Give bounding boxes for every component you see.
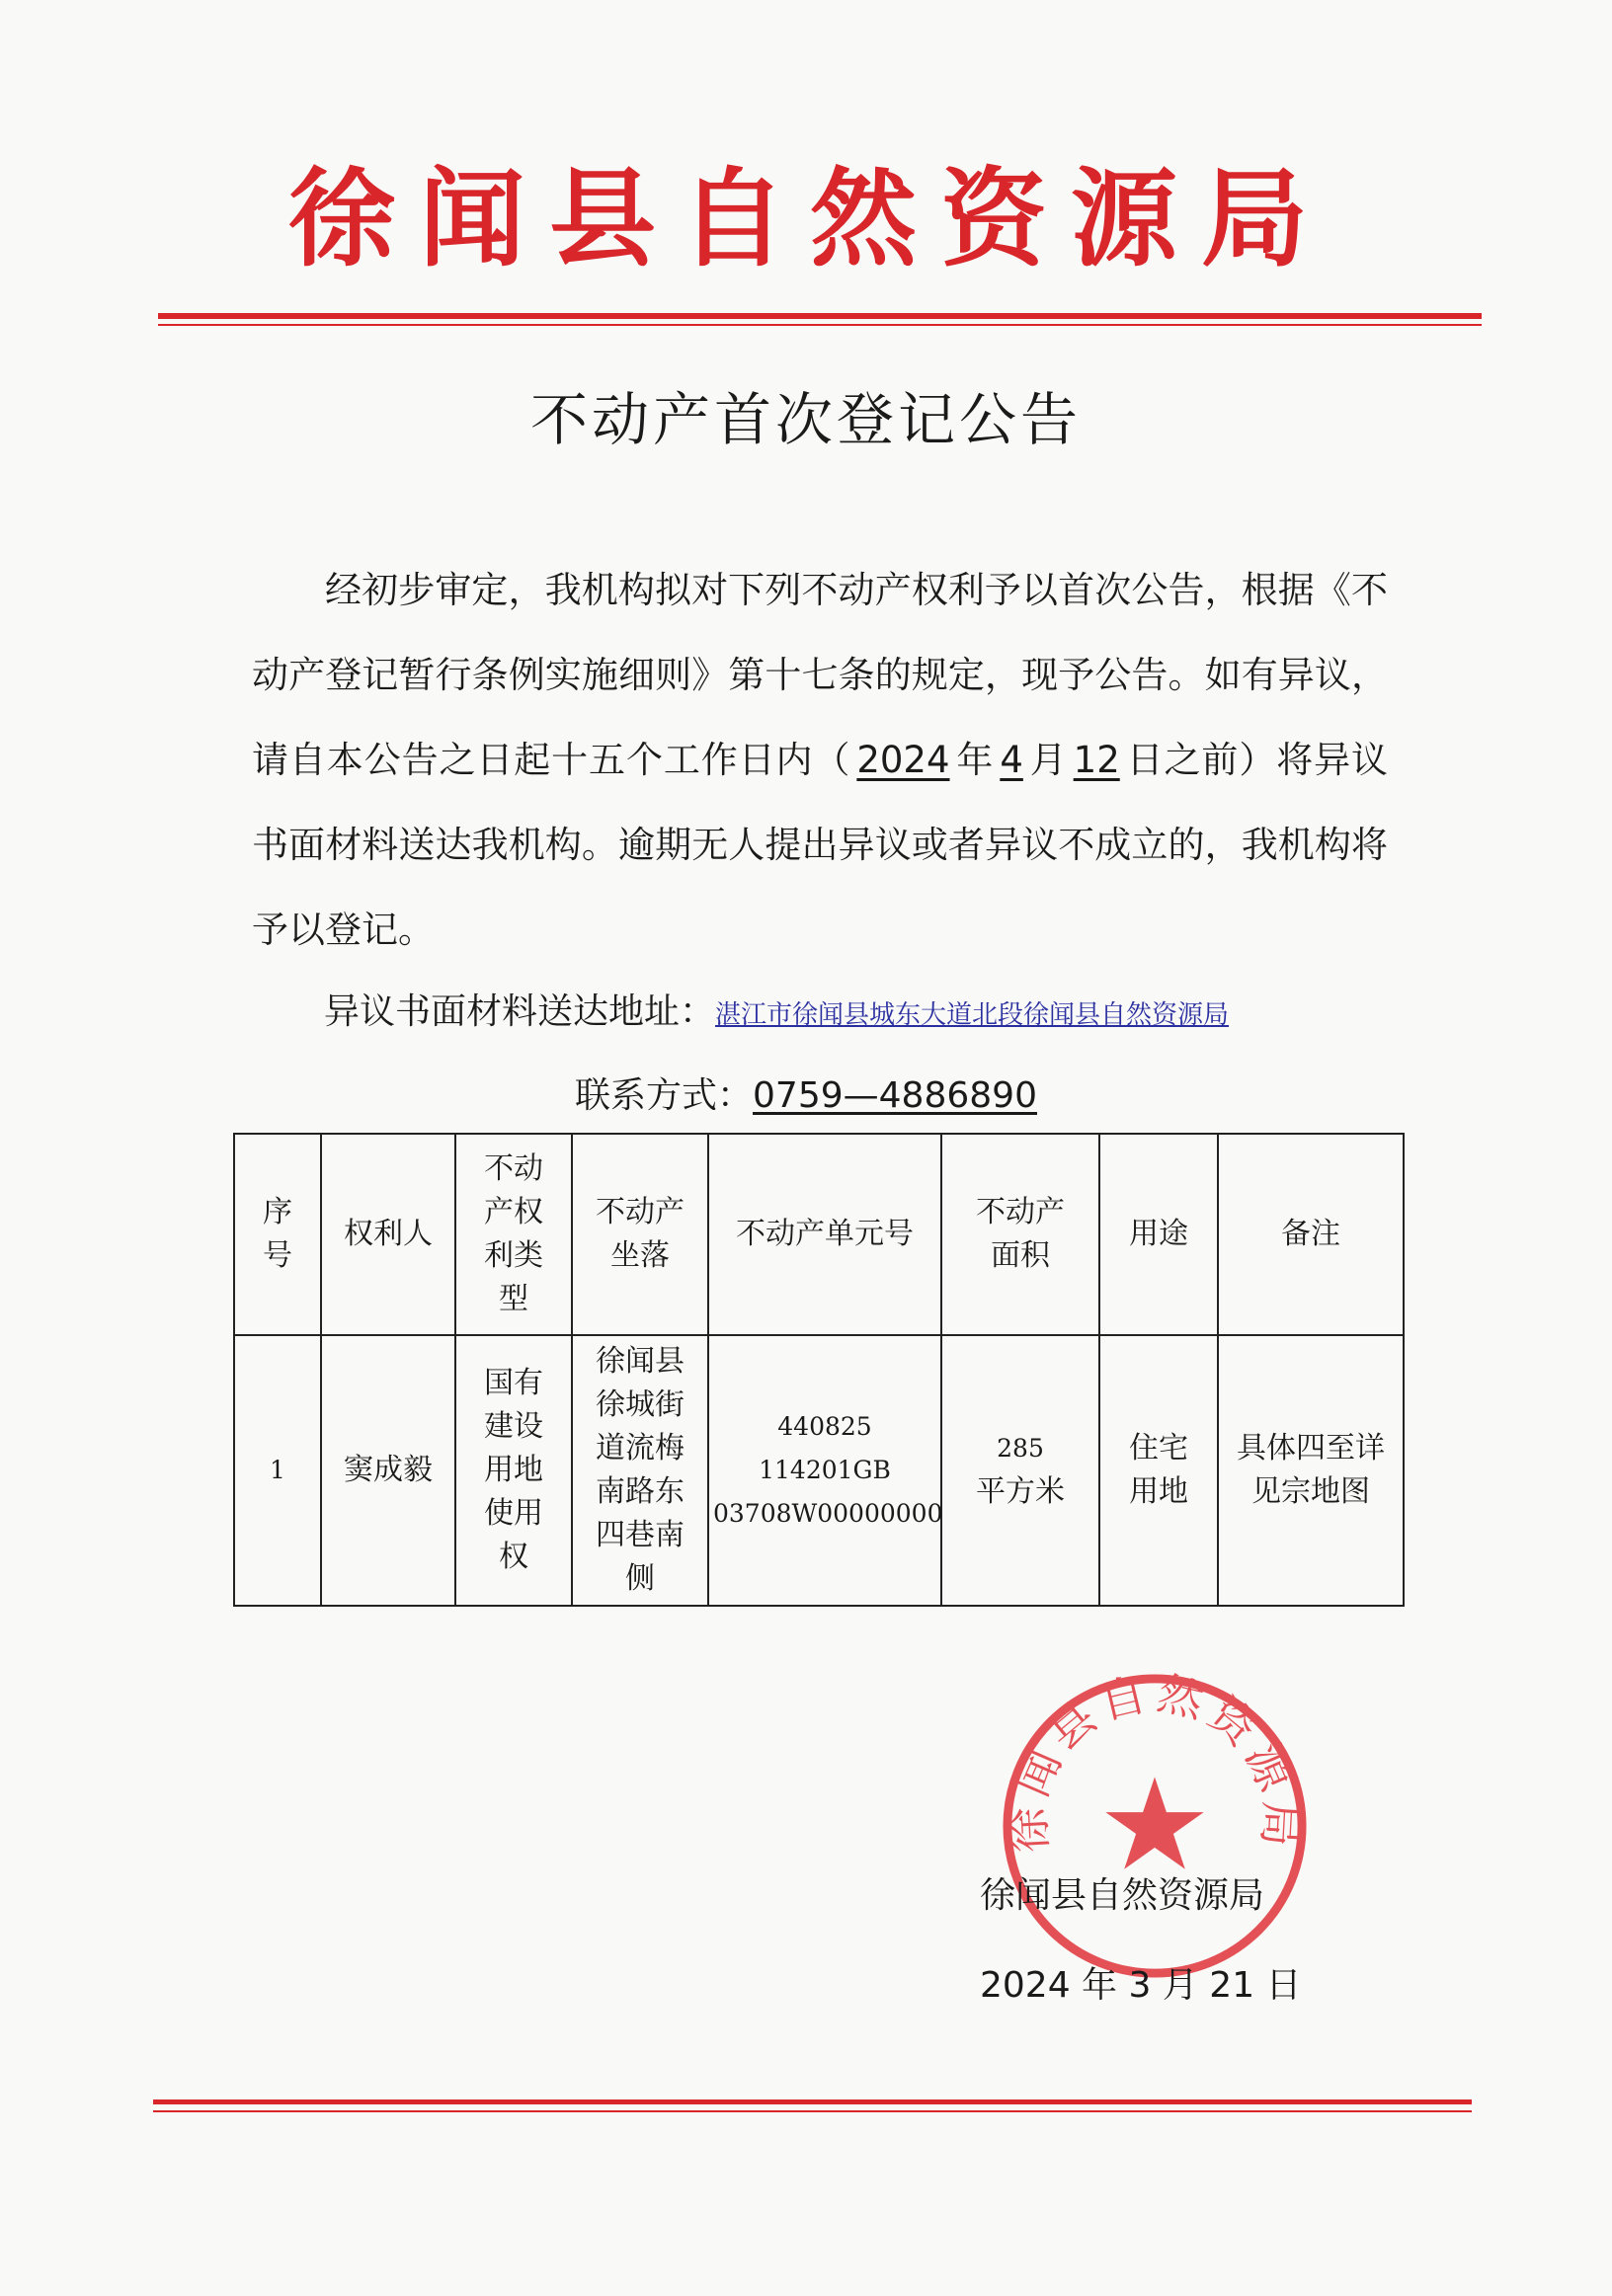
registration-table [233, 1133, 1405, 1607]
body-part-1: 经初步审定，我机构拟对下列不动产权利予以首次公告，根据《不动产登记暂行条例实施细则》第十七条的规定，现予公告。如有异议，请自本公告之日起十五个工作日内（ [252, 569, 1388, 781]
unit-no-line-2: 114201GB [759, 1456, 891, 1484]
header-right-type: 不动产权利类型 [455, 1134, 572, 1335]
table-header-row [234, 1134, 1404, 1335]
header-remark: 备注 [1218, 1134, 1404, 1335]
document-title: 不动产首次登记公告 [529, 386, 1082, 453]
area-unit: 平方米 [976, 1474, 1065, 1509]
seal-text: 徐闻县自然资源局 [1002, 1669, 1308, 1855]
cell-seq: 1 [234, 1335, 321, 1606]
unit-no-line-3: 03708W00000000 [713, 1499, 943, 1528]
area-value: 285 [997, 1434, 1044, 1463]
table-row [234, 1335, 1404, 1606]
signature-org: 徐闻县自然资源局 [980, 1875, 1265, 1916]
contact-label: 联系方式： [575, 1075, 754, 1116]
footer-red-rule-thin [153, 2110, 1472, 2112]
notice-paragraph [252, 548, 1388, 973]
address-label: 异议书面材料送达地址： [324, 991, 716, 1032]
official-seal [998, 1669, 1312, 1983]
contact-info [0, 1068, 1612, 1118]
header-location: 不动产坐落 [572, 1134, 708, 1335]
signature-date: 2024 年 3 月 21 日 [980, 1965, 1302, 2006]
deadline-year: 2024 [856, 739, 950, 781]
body-part-2: 日之前）将异议书面材料送达我机构。逾期无人提出异议或者异议不成立的，我机构将予以登记。 [252, 739, 1389, 951]
address-value: 湛江市徐闻县城东大道北段徐闻县自然资源局 [715, 1000, 1230, 1030]
header-usage: 用途 [1099, 1134, 1218, 1335]
cell-location: 徐闻县徐城街道流梅南路东四巷南侧 [572, 1335, 708, 1606]
objection-address [324, 984, 1229, 1034]
footer-red-rule-thick [153, 2099, 1472, 2104]
masthead-org-name: 徐闻县自然资源局 [287, 157, 1331, 281]
header-seq: 序号 [234, 1134, 321, 1335]
month-unit: 月 [1028, 739, 1068, 781]
masthead-red-rule-thick [158, 313, 1482, 319]
contact-phone: 0759—4886890 [753, 1075, 1037, 1116]
masthead-red-rule-thin [158, 324, 1482, 326]
cell-unit-no [708, 1335, 941, 1606]
header-holder: 权利人 [321, 1134, 455, 1335]
cell-right-type: 国有建设用地使用权 [455, 1335, 572, 1606]
year-unit: 年 [955, 739, 995, 781]
header-unit-no: 不动产单元号 [708, 1134, 941, 1335]
deadline-month: 4 [1000, 739, 1023, 781]
unit-no-line-1: 440825 [777, 1412, 872, 1441]
deadline-day: 12 [1073, 739, 1120, 781]
cell-area [941, 1335, 1099, 1606]
notice-body [252, 548, 1388, 973]
cell-remark: 具体四至详见宗地图 [1218, 1335, 1404, 1606]
cell-holder: 窦成毅 [321, 1335, 455, 1606]
header-area: 不动产面积 [941, 1134, 1099, 1335]
seal-star-icon [1105, 1777, 1203, 1868]
cell-usage: 住宅用地 [1099, 1335, 1218, 1606]
